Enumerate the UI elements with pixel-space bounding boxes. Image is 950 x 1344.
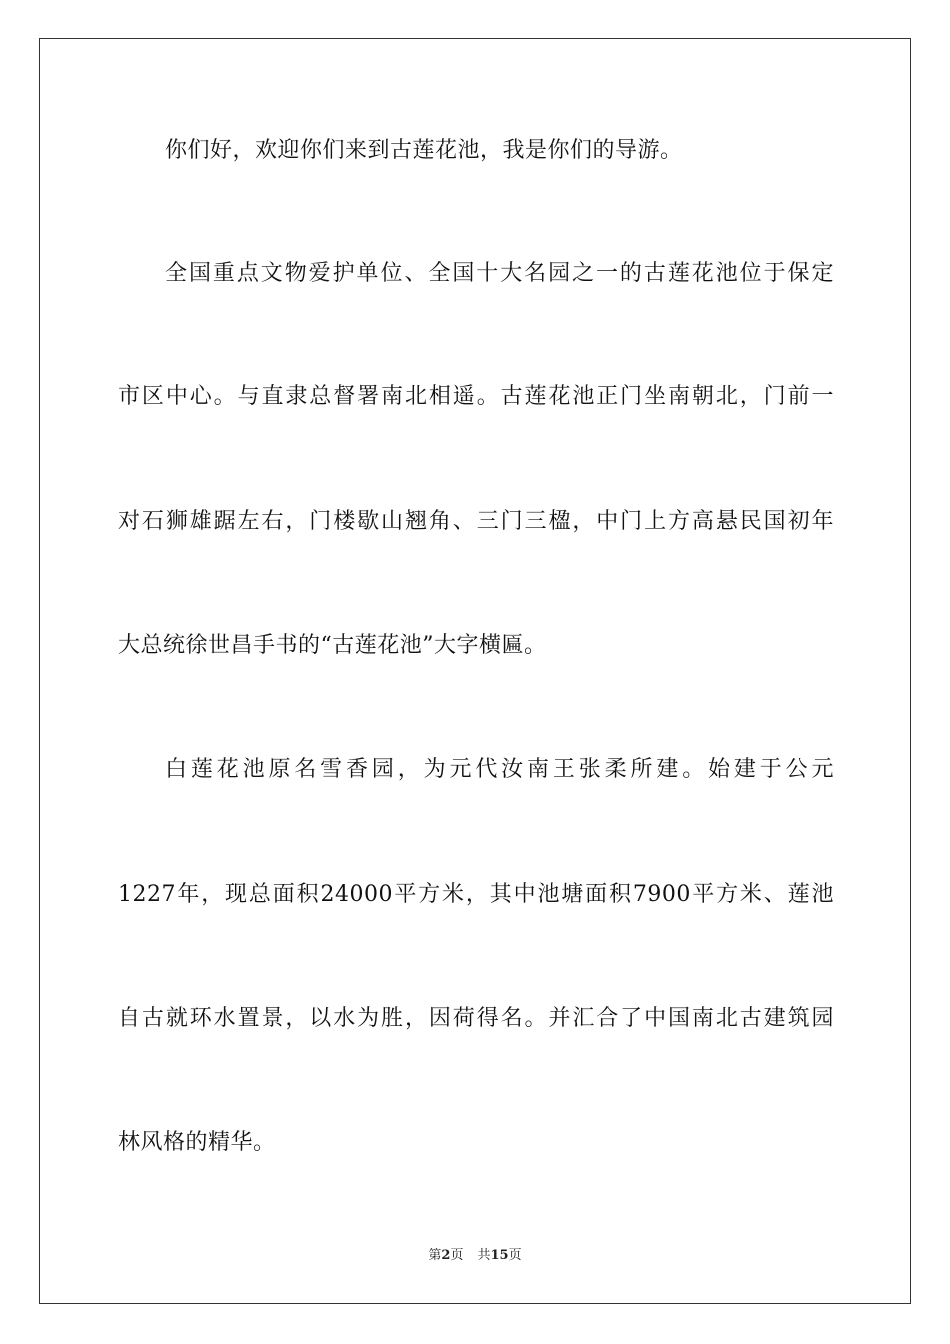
paragraph-2-line-1: 全国重点文物爱护单位、全国十大名园之一的古莲花池位于保定 [165, 261, 834, 286]
total-prefix: 共 [477, 1248, 491, 1263]
page-suffix: 页 [450, 1248, 464, 1263]
page-footer [0, 1247, 950, 1265]
page-number: 2 [441, 1248, 451, 1263]
paragraph-2-line-4: 大总统徐世昌手书的“古莲花池”大字横匾。 [118, 633, 547, 658]
paragraph-1-line-1: 你们好，欢迎你们来到古莲花池，我是你们的导游。 [165, 138, 683, 163]
paragraph-2-line-2: 市区中心。与直隶总督署南北相遥。古莲花池正门坐南朝北，门前一 [118, 384, 834, 409]
page-border [39, 38, 911, 1304]
page-prefix: 第 [428, 1248, 442, 1263]
paragraph-3-line-2: 1227年，现总面积24000平方米，其中池塘面积7900平方米、莲池 [118, 882, 834, 907]
total-pages: 15 [490, 1248, 509, 1263]
paragraph-3-line-4: 林风格的精华。 [118, 1130, 276, 1155]
paragraph-2-line-3: 对石狮雄踞左右，门楼歇山翘角、三门三楹，中门上方高悬民国初年 [118, 509, 834, 534]
total-suffix: 页 [508, 1248, 522, 1263]
paragraph-3-line-3: 自古就环水置景，以水为胜，因荷得名。并汇合了中国南北古建筑园 [118, 1006, 834, 1031]
paragraph-3-line-1: 白莲花池原名雪香园，为元代汝南王张柔所建。始建于公元 [165, 757, 834, 782]
